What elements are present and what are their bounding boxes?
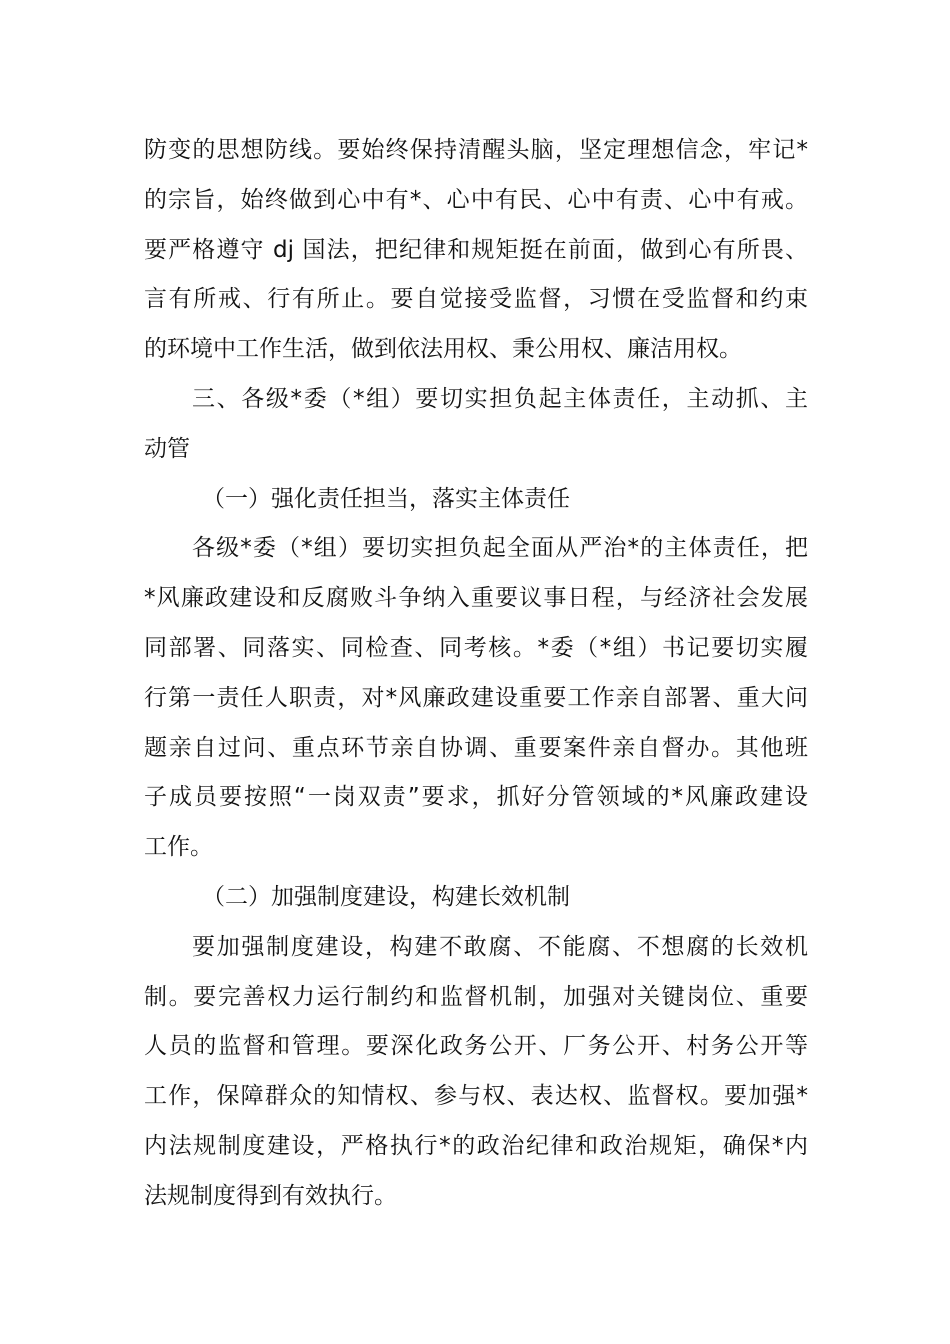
body-text-line: 内法规制度建设，严格执行*的政治纪律和政治规矩，确保*内 xyxy=(144,1132,808,1159)
body-text-line: 防变的思想防线。要始终保持清醒头脑，坚定理想信念，牢记* xyxy=(144,137,808,163)
subsection-heading: （二）加强制度建设，构建长效机制 xyxy=(202,883,570,910)
body-text-line: *风廉政建设和反腐败斗争纳入重要议事日程，与经济社会发展 xyxy=(144,585,808,612)
body-text-line: 同部署、同落实、同检查、同考核。*委（*组）书记要切实履 xyxy=(144,634,808,661)
body-text-line: 子成员要按照“一岗双责”要求，抓好分管领域的*风廉政建设 xyxy=(144,784,808,811)
section-heading-line: 三、各级*委（*组）要切实担负起主体责任，主动抓、主 xyxy=(192,385,808,412)
body-text-line: 言有所戒、行有所止。要自觉接受监督，习惯在受监督和约束 xyxy=(144,286,808,313)
body-text-line: 制。要完善权力运行制约和监督机制，加强对关键岗位、重要 xyxy=(144,983,808,1010)
body-text-line: 题亲自过问、重点环节亲自协调、重要案件亲自督办。其他班 xyxy=(144,734,808,761)
body-text-line: 各级*委（*组）要切实担负起全面从严治*的主体责任，把 xyxy=(192,535,808,562)
body-text-line: 行第一责任人职责，对*风廉政建设重要工作亲自部署、重大问 xyxy=(144,684,808,711)
body-text-line: 要严格遵守 dj 国法，把纪律和规矩挺在前面，做到心有所畏、 xyxy=(144,236,808,263)
body-text-line: 的宗旨，始终做到心中有*、心中有民、心中有责、心中有戒。 xyxy=(144,186,808,213)
document-body xyxy=(144,126,808,1222)
body-text-line: 工作，保障群众的知情权、参与权、表达权、监督权。要加强* xyxy=(144,1083,808,1110)
body-text-line: 的环境中工作生活，做到依法用权、秉公用权、廉洁用权。 xyxy=(144,336,742,363)
body-text-line: 人员的监督和管理。要深化政务公开、厂务公开、村务公开等 xyxy=(144,1033,808,1060)
body-text-line: 法规制度得到有效执行。 xyxy=(144,1182,397,1209)
body-text-line: 工作。 xyxy=(144,834,213,861)
section-heading-line: 动管 xyxy=(144,435,190,462)
subsection-heading: （一）强化责任担当，落实主体责任 xyxy=(202,485,570,512)
body-text-line: 要加强制度建设，构建不敢腐、不能腐、不想腐的长效机 xyxy=(192,933,808,960)
